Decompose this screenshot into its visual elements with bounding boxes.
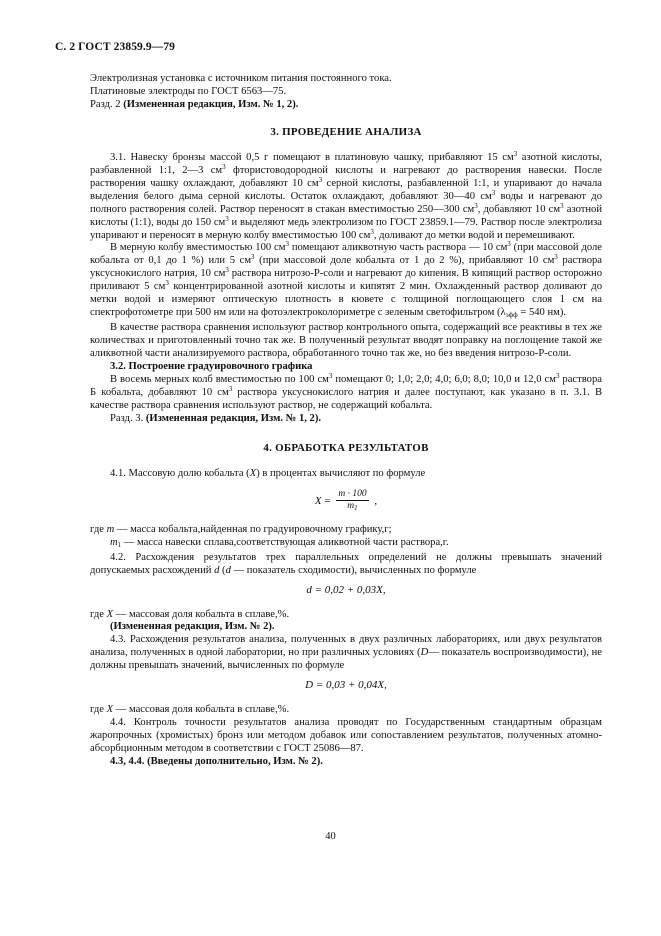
- paragraph-4-4: 4.4. Контроль точности результатов анализа проводят по Государственным стандартным образцам жаропрочных (хромистых) бронз или методом добавок или сопоставлением результатов, полученных атомно-абсорбционным методом в соответствии с ГОСТ 25086—87.: [90, 717, 602, 755]
- paragraph-4-2: 4.2. Расхождения результатов трех параллельных определений не должны превышать значений допускаемых расхождений d (d — показатель сходимости), вычисленных по формуле: [90, 551, 602, 576]
- where-x-2: где X — массовая доля кобальта в сплаве,%.: [90, 704, 290, 716]
- paragraph-3-1-aliquot: В мерную колбу вместимостью 100 $см^3$ помещают аликвотную часть раствора — 10 $см^3$ (при массовой доле кобальта от 0,1 до 1 %) или 5 $см^3$ (при массовой доле кобальта от 1 до 2 %), прибавляют 10 $см^3$ раствора уксуснокислого натрия, 10 $см^3$ раствора нитрозо-Р-соли и нагревают до кипения. В кипящий раствор осторожно приливают 5 $см^3$ концентрированной азотной кислоты и кипятят 2 мин. Охлажденный раствор доливают до метки водой и измеряют оптическую плотность в кювете с толщиной поглощающего слоя 1 см на спектрофотометре при 500 нм или на фотоэлектроколориметре с зеленым светофильтром ($\lambda_{эфф} = 540$ нм).: [90, 240, 603, 320]
- ref-4-3-4-4: 4.3, 4.4. (Введены дополнительно, Изм. № 2).: [110, 756, 323, 768]
- intro-ref-bold: (Измененная редакция, Изм. № 1, 2).: [123, 98, 299, 110]
- formula-x: X = $\frac{m \cdot 100}{m_1}$ ,: [314, 488, 378, 512]
- intro-ref-prefix: Разд. 2: [90, 98, 124, 110]
- formula-d: d = 0,02 + 0,03X,: [306, 583, 386, 596]
- formula-x-numerator: m · 100: [338, 488, 367, 499]
- ref-4-2: (Измененная редакция, Изм. № 2).: [110, 621, 275, 633]
- section-4-heading: 4. ОБРАБОТКА РЕЗУЛЬТАТОВ: [263, 441, 429, 454]
- formula-x-fraction: [336, 489, 368, 514]
- subsection-3-2-title: 3.2. Построение градуировочного графика: [110, 361, 313, 373]
- paragraph-3-1-reference: В качестве раствора сравнения используют раствор контрольного опыта, содержащий все реактивы в тех же количествах и приготовленный точно так же. В полученный результат вводят поправку на поглощение такой же аликвотной части анализируемого раствора, обработанного точно так же, но без введения нитрозо-Р-соли.: [90, 322, 602, 360]
- page-number: 40: [325, 831, 336, 842]
- intro-line-2: Платиновые электроды по ГОСТ 6563—75.: [90, 85, 287, 97]
- formula-x-lhs: X: [314, 494, 322, 507]
- where-m: где m — масса кобальта,найденная по градуировочному графику,г;: [90, 523, 392, 535]
- where-m1: $m_1$ — масса навески сплава,соответствующая аликвотной части раствора,г.: [110, 536, 449, 549]
- paragraph-3-1: 3.1. Навеску бронзы массой 0,5 г помещают в платиновую чашку, прибавляют 15 $см^3$ азотной кислоты, разбавленной 1:1, 2—3 $см^3$ фтористоводородной кислоты и нагревают до растворения навески. После растворения чашку охлаждают, добавляют 10 $см^3$ серной кислоты, разбавленной 1:1, и упаривают до начала выделения белого дыма серной кислоты. Остаток охлаждают, добавляют 30—40 $см^3$ воды и нагревают до полного растворения солей. Раствор переносят в стакан вместимостью 250—300 $см^3$, добавляют 10 $см^3$ азотной кислоты (1:1), воды до 150 $см^3$ и выделяют медь электролизом по ГОСТ 23859.1—79. Раствор после электролиза упаривают и переносят в мерную колбу вместимостью 100 $см^3$, доливают до метки водой и перемешивают.: [90, 149, 603, 241]
- intro-line-1: Электролизная установка с источником питания постоянного тока.: [90, 73, 392, 84]
- page-header: С. 2 ГОСТ 23859.9—79: [55, 41, 176, 53]
- intro-line-3: [90, 99, 602, 112]
- document-body: [90, 73, 602, 769]
- where-x-1: где X — массовая доля кобальта в сплаве,%.: [90, 608, 290, 620]
- paragraph-3-2: В восемь мерных колб вместимостью по 100 $см^3$ помещают 0; 1,0; 2,0; 4,0; 6,0; 8,0; 10,0 и 12,0 $см^3$ раствора Б кобальта, добавляют 10 $см^3$ раствора уксуснокислого натрия и далее поступают, как указано в п. 3.1. В качестве раствора сравнения используют раствор, не содержащий кобальта.: [90, 372, 603, 411]
- formula-D: D = 0,03 + 0,04X,: [305, 679, 387, 692]
- paragraph-4-3: 4.3. Расхождения результатов анализа, полученных в двух различных лабораториях, или двух результатов анализа, полученных в одной лаборатории, но при различных условиях (D— показатель воспроизводимости), не должны превышать значений, вычисленных по формуле: [90, 634, 603, 672]
- section-3-heading: 3. ПРОВЕДЕНИЕ АНАЛИЗА: [270, 125, 422, 138]
- section-3-ref: Разд. 3. (Измененная редакция, Изм. № 1, 2).: [110, 412, 322, 424]
- paragraph-4-1: 4.1. Массовую долю кобальта (X) в процентах вычисляют по формуле: [110, 467, 426, 479]
- formula-x-denominator: $m_1$: [347, 500, 358, 512]
